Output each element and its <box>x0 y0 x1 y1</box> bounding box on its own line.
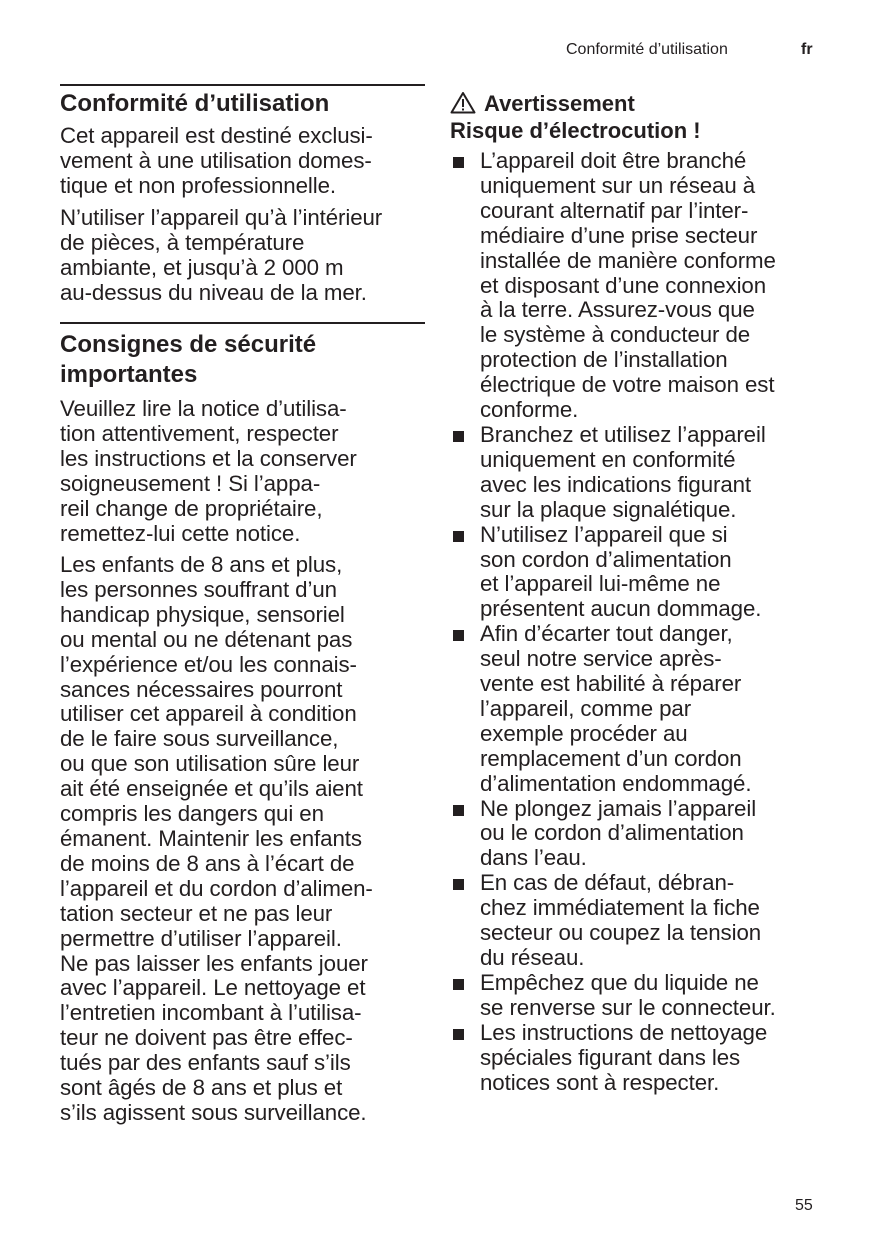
warning-triangle-icon <box>450 91 476 114</box>
bullet-square-icon <box>453 157 464 168</box>
safety-bullet-list <box>450 149 830 1095</box>
list-item-text: En cas de défaut, débran- chez immédiatement la fiche secteur ou coupez la tension du réseau. <box>480 870 762 970</box>
list-item <box>450 797 830 872</box>
bullet-square-icon <box>453 630 464 641</box>
paragraph-read-manual: Veuillez lire la notice d’utilisa- tion attentivement, respecter les instructions et la conserver soigneusement ! Si l’appa- reil change de propriétaire, remettez-lui cette notice. <box>60 396 357 546</box>
running-header-section: Conformité d’utilisation <box>566 41 728 58</box>
warning-title-text: Avertissement <box>484 91 635 116</box>
heading-safety: Consignes de sécurité importantes <box>60 331 317 388</box>
divider <box>60 322 425 324</box>
list-item-text: N’utilisez l’appareil que si son cordon d’alimentation et l’appareil lui-même ne présentent aucun dommage. <box>480 521 762 622</box>
bullet-square-icon <box>453 431 464 442</box>
heading-conformite: Conformité d’utilisation <box>60 90 330 117</box>
paragraph-children: Les enfants de 8 ans et plus, les personnes souffrant d’un handicap physique, sensoriel ou mental ou ne détenant pas l’expérience et/ou les connais- sances nécessaires pourront utiliser cet appareil à condition de le faire sous surveillance, ou que son utilisation sûre leur ait été enseignée et qu’ils aient compris les dangers qui en émanent. Maintenir les enfants de moins de 8 ans à l’écart de l’appareil et du cordon d’alimen- tation secteur et ne pas leur permettre d’utiliser l’appareil. Ne pas laisser les enfants jouer avec l’appareil. Le nettoyage et l’entretien incombant à l’utilisa- teur ne doivent pas être effec- tués par des enfants sauf s’ils sont âgés de 8 ans et plus et s’ils agissent sous surveillance. <box>60 552 373 1125</box>
bullet-square-icon <box>453 879 464 890</box>
list-item <box>450 523 830 623</box>
list-item <box>450 971 830 1021</box>
list-item-text: Ne plongez jamais l’appareil ou le cordon d’alimentation dans l’eau. <box>480 795 757 871</box>
bullet-square-icon <box>453 531 464 542</box>
list-item <box>450 423 830 523</box>
list-item-text: Empêchez que du liquide ne se renverse sur le connecteur. <box>480 969 776 1020</box>
list-item <box>450 622 830 796</box>
bullet-square-icon <box>453 1029 464 1040</box>
list-item-text: Branchez et utilisez l’appareil uniquement en conformité avec les indications figurant sur la plaque signalétique. <box>480 421 766 522</box>
list-item-text: Afin d’écarter tout danger, seul notre service après- vente est habilité à réparer l’appareil, comme par exemple procéder au remplacement d’un cordon d’alimentation endommagé. <box>480 621 752 796</box>
warning-title <box>450 90 635 117</box>
list-item-text: L’appareil doit être branché uniquement sur un réseau à courant alternatif par l’inter- médiaire d’une prise secteur installée de manière conforme et disposant d’une connexion à la terre. Assurez-vous que le système à conducteur de protection de l’installation électrique de votre maison est conforme. <box>480 148 776 423</box>
list-item <box>450 149 830 423</box>
list-item <box>450 871 830 971</box>
list-item-text: Les instructions de nettoyage spéciales figurant dans les notices sont à respecter. <box>480 1019 768 1095</box>
list-item <box>450 1021 830 1096</box>
language-code: fr <box>801 41 813 58</box>
bullet-square-icon <box>453 979 464 990</box>
page-number: 55 <box>795 1197 813 1214</box>
warning-subtitle: Risque d’électrocution ! <box>450 118 701 143</box>
paragraph-conditions: N’utiliser l’appareil qu’à l’intérieur de pièces, à température ambiante, et jusqu’à 2 000 m au-dessus du niveau de la mer. <box>60 205 383 305</box>
divider <box>60 84 425 86</box>
bullet-square-icon <box>453 805 464 816</box>
paragraph-usage: Cet appareil est destiné exclusi- vement à une utilisation domes- tique et non professionnelle. <box>60 123 373 198</box>
